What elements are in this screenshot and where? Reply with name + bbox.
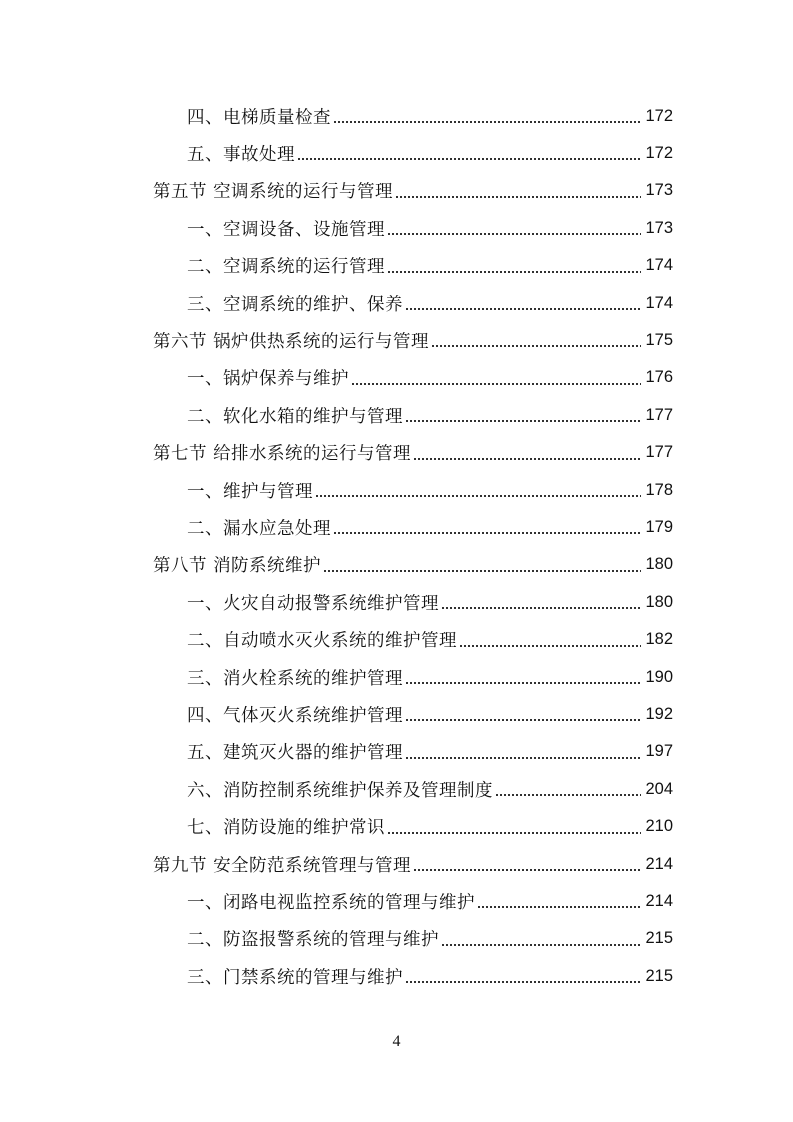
page-number-footer: 4 [392, 1033, 401, 1050]
toc-item-entry[interactable] [0, 587, 793, 617]
toc-section-entry[interactable] [0, 550, 793, 580]
toc-entry-label: 二、漏水应急处理 [187, 518, 331, 539]
toc-entry-page-number: 215 [645, 966, 673, 985]
toc-entry-page-number: 204 [645, 779, 673, 798]
toc-entry-label: 二、防盗报警系统的管理与维护 [187, 930, 439, 951]
toc-dot-leader [387, 817, 641, 837]
toc-dot-leader [441, 592, 641, 612]
toc-entry-page-number: 172 [645, 106, 673, 125]
toc-section-entry[interactable] [0, 438, 793, 468]
toc-entry-label: 七、消防设施的维护常识 [187, 818, 385, 839]
toc-dot-leader [323, 555, 641, 575]
toc-entry-label: 第六节 锅炉供热系统的运行与管理 [153, 331, 430, 352]
toc-item-entry[interactable] [0, 213, 793, 243]
toc-item-entry[interactable] [0, 774, 793, 804]
toc-entry-label: 五、建筑灭火器的维护管理 [187, 743, 403, 764]
toc-section-entry[interactable] [0, 849, 793, 879]
toc-dot-leader [413, 854, 641, 874]
toc-entry-page-number: 173 [645, 218, 673, 237]
toc-entry-page-number: 210 [645, 817, 673, 836]
toc-entry-page-number: 177 [645, 443, 673, 462]
toc-entry-page-number: 172 [645, 143, 673, 162]
toc-dot-leader [351, 368, 641, 388]
toc-dot-leader [405, 704, 641, 724]
toc-dot-leader [405, 966, 641, 986]
toc-entry-page-number: 214 [645, 854, 673, 873]
toc-dot-leader [405, 742, 641, 762]
toc-item-entry[interactable] [0, 138, 793, 168]
toc-entry-label: 第七节 给排水系统的运行与管理 [153, 444, 412, 465]
toc-dot-leader [333, 517, 641, 537]
toc-item-entry[interactable] [0, 251, 793, 281]
toc-dot-leader [395, 181, 641, 201]
toc-dot-leader [405, 405, 641, 425]
toc-section-entry[interactable] [0, 176, 793, 206]
toc-dot-leader [431, 330, 641, 350]
toc-entry-page-number: 179 [645, 517, 673, 536]
toc-dot-leader [459, 630, 641, 650]
toc-entry-label: 二、软化水箱的维护与管理 [187, 406, 403, 427]
toc-item-entry[interactable] [0, 812, 793, 842]
toc-dot-leader [413, 443, 641, 463]
toc-dot-leader [405, 667, 641, 687]
toc-dot-leader [387, 218, 641, 238]
toc-item-entry[interactable] [0, 924, 793, 954]
toc-item-entry[interactable] [0, 699, 793, 729]
toc-item-entry[interactable] [0, 961, 793, 991]
toc-section-entry[interactable] [0, 325, 793, 355]
toc-entry-label: 一、闭路电视监控系统的管理与维护 [187, 892, 475, 913]
toc-entry-page-number: 175 [645, 330, 673, 349]
toc-item-entry[interactable] [0, 363, 793, 393]
toc-entry-page-number: 177 [645, 405, 673, 424]
toc-dot-leader [405, 293, 641, 313]
toc-item-entry[interactable] [0, 737, 793, 767]
toc-entry-label: 三、空调系统的维护、保养 [187, 294, 403, 315]
toc-entry-page-number: 174 [645, 293, 673, 312]
toc-item-entry[interactable] [0, 475, 793, 505]
toc-item-entry[interactable] [0, 400, 793, 430]
toc-entry-label: 二、空调系统的运行管理 [187, 257, 385, 278]
toc-entry-page-number: 197 [645, 742, 673, 761]
toc-item-entry[interactable] [0, 886, 793, 916]
toc-dot-leader [333, 106, 641, 126]
toc-dot-leader [477, 891, 641, 911]
toc-entry-label: 四、电梯质量检查 [187, 107, 331, 128]
toc-entry-page-number: 180 [645, 555, 673, 574]
toc-entry-page-number: 215 [645, 929, 673, 948]
toc-dot-leader [297, 143, 641, 163]
toc-entry-label: 三、门禁系统的管理与维护 [187, 967, 403, 988]
toc-entry-page-number: 214 [645, 891, 673, 910]
toc-entry-page-number: 182 [645, 630, 673, 649]
toc-entry-label: 二、自动喷水灭火系统的维护管理 [187, 631, 457, 652]
toc-entry-page-number: 173 [645, 181, 673, 200]
toc-entry-label: 一、空调设备、设施管理 [187, 219, 385, 240]
toc-entry-page-number: 180 [645, 592, 673, 611]
toc-dot-leader [387, 256, 641, 276]
toc-dot-leader [495, 779, 641, 799]
toc-dot-leader [441, 929, 641, 949]
toc-entry-label: 第八节 消防系统维护 [153, 556, 322, 577]
toc-entry-page-number: 176 [645, 368, 673, 387]
toc-entry-label: 六、消防控制系统维护保养及管理制度 [187, 780, 493, 801]
toc-entry-label: 第九节 安全防范系统管理与管理 [153, 855, 412, 876]
toc-item-entry[interactable] [0, 101, 793, 131]
toc-dot-leader [315, 480, 641, 500]
toc-item-entry[interactable] [0, 512, 793, 542]
toc-entry-label: 一、锅炉保养与维护 [187, 369, 349, 390]
toc-entry-page-number: 190 [645, 667, 673, 686]
toc-entry-label: 三、消火栓系统的维护管理 [187, 668, 403, 689]
toc-entry-page-number: 178 [645, 480, 673, 499]
toc-item-entry[interactable] [0, 288, 793, 318]
toc-entry-label: 四、气体灭火系统维护管理 [187, 705, 403, 726]
toc-entry-label: 第五节 空调系统的运行与管理 [153, 182, 394, 203]
toc-item-entry[interactable] [0, 625, 793, 655]
toc-entry-label: 一、火灾自动报警系统维护管理 [187, 593, 439, 614]
toc-entry-page-number: 192 [645, 704, 673, 723]
toc-item-entry[interactable] [0, 662, 793, 692]
toc-entry-label: 一、维护与管理 [187, 481, 313, 502]
toc-entry-page-number: 174 [645, 256, 673, 275]
toc-entry-label: 五、事故处理 [187, 144, 295, 165]
